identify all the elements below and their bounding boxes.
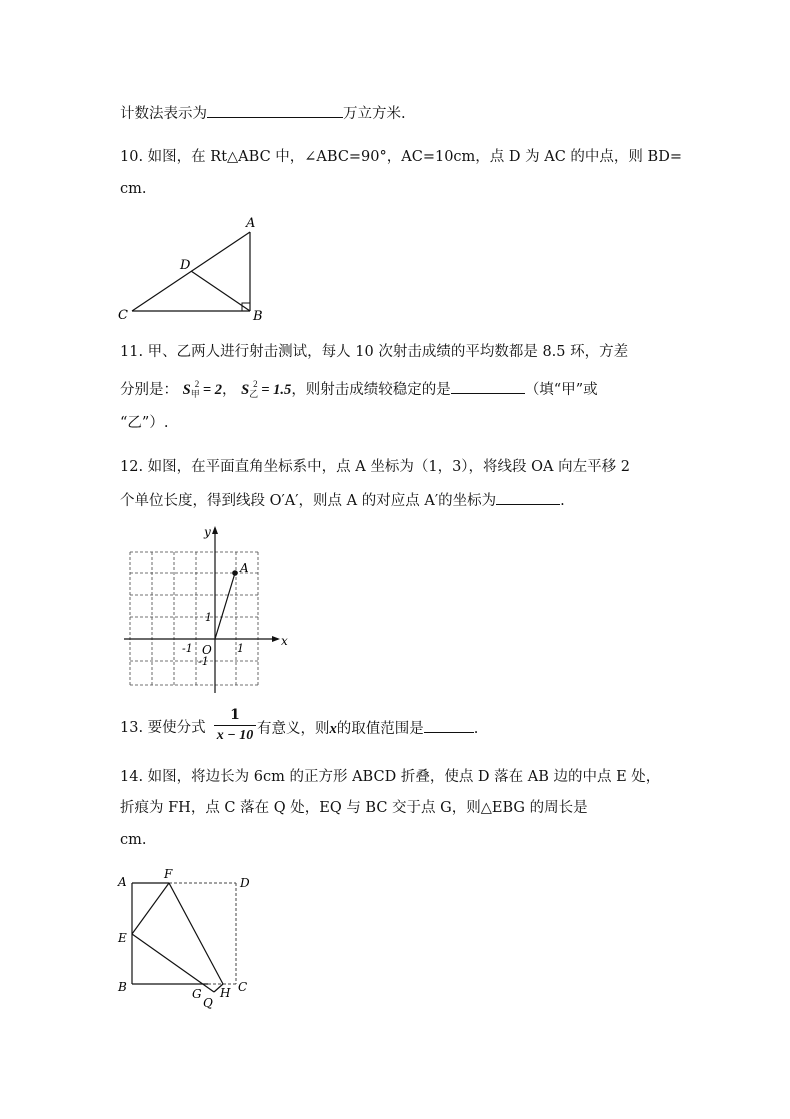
q9-text-b: 万立方米. xyxy=(343,106,406,122)
q11-text-b: ，则射击成绩较稳定的是 xyxy=(291,382,451,398)
q14-label-b: B xyxy=(118,980,127,994)
q14-label-e: E xyxy=(118,931,127,945)
q12-text-b: . xyxy=(560,493,565,509)
q12-label-a: A xyxy=(240,561,249,575)
q13-answer-blank[interactable] xyxy=(424,718,474,733)
q12-text-a: 个单位长度，得到线段 O′A′，则点 A 的对应点 A′的坐标为 xyxy=(120,493,497,509)
q13-variable: x xyxy=(329,721,337,737)
q10-label-a: A xyxy=(246,216,256,231)
q11-line-2: 分别是： $S_甲^2 = 2$， $S_乙^2 = 1.5$，则射击成绩较稳定的是 （填“甲”或 xyxy=(120,379,598,399)
q13-fraction xyxy=(214,707,256,744)
q10-label-d: D xyxy=(180,258,191,273)
q12-label-origin: O xyxy=(202,643,212,657)
q12-label-y: y xyxy=(204,525,211,539)
q14-label-c: C xyxy=(238,980,248,994)
q12-coordinate-figure xyxy=(118,518,298,696)
q14-label-q: Q xyxy=(203,996,213,1010)
q11-text-a: 分别是： xyxy=(120,382,178,398)
q13-middle: 有意义，则 xyxy=(257,721,330,737)
q13-numerator: 1 xyxy=(230,707,240,723)
q14-line-1: 14. 如图，将边长为 6cm 的正方形 ABCD 折叠，使点 D 落在 AB 边的中点 E 处， xyxy=(120,769,661,785)
q12-tick-y-neg1: -1 xyxy=(198,655,209,668)
q9-text-a: 计数法表示为 xyxy=(120,106,207,122)
q14-label-h: H xyxy=(220,986,231,1000)
q10-line-2: cm. xyxy=(120,181,147,197)
q14-label-d: D xyxy=(240,876,250,890)
q14-label-g: G xyxy=(192,987,202,1001)
q11-text-c: （填“甲”或 xyxy=(524,382,598,398)
q9-tail-line xyxy=(120,103,406,124)
q12-answer-blank[interactable] xyxy=(496,490,560,505)
q14-label-a: A xyxy=(118,875,127,889)
q10-label-c: C xyxy=(118,308,128,323)
q10-triangle-figure xyxy=(112,210,272,325)
q12-tick-y-1: 1 xyxy=(205,611,212,624)
q13-fraction-bar xyxy=(214,725,256,726)
q13-denominator: x − 10 xyxy=(216,728,254,743)
q12-label-x: x xyxy=(281,634,288,648)
q12-tick-x-1: 1 xyxy=(237,642,244,655)
q13-suffix: 的取值范围是 xyxy=(336,721,424,737)
q9-answer-blank[interactable] xyxy=(207,103,343,118)
q12-line-2 xyxy=(120,490,565,511)
q13-prefix: 13. 要使分式 xyxy=(120,720,206,736)
q11-line-3: “乙”）. xyxy=(120,415,169,431)
q10-line-1: 10. 如图，在 Rt△ABC 中，∠ABC=90°，AC=10cm，点 D 为 AC 的中点，则 BD= xyxy=(120,149,682,165)
q14-line-2: 折痕为 FH，点 C 落在 Q 处，EQ 与 BC 交于点 G，则△EBG 的周长是 xyxy=(120,800,588,816)
q11-line-1: 11. 甲、乙两人进行射击测试，每人 10 次射击成绩的平均数都是 8.5 环，方差 xyxy=(120,344,629,360)
q14-fold-figure xyxy=(112,866,262,1016)
q11-variance-jia: $S_甲^2 = 2$ xyxy=(182,379,222,399)
q11-variance-yi: $S_乙^2 = 1.5$ xyxy=(241,379,292,399)
q10-label-b: B xyxy=(253,309,263,324)
q14-line-3: cm. xyxy=(120,832,147,848)
q11-answer-blank[interactable] xyxy=(451,379,525,394)
q13-end: . xyxy=(473,721,479,737)
q14-label-f: F xyxy=(164,867,173,881)
q12-line-1: 12. 如图，在平面直角坐标系中，点 A 坐标为（1，3），将线段 OA 向左平移 2 xyxy=(120,459,630,475)
q13-rest xyxy=(257,718,478,739)
q12-tick-x-neg1: -1 xyxy=(182,642,193,655)
